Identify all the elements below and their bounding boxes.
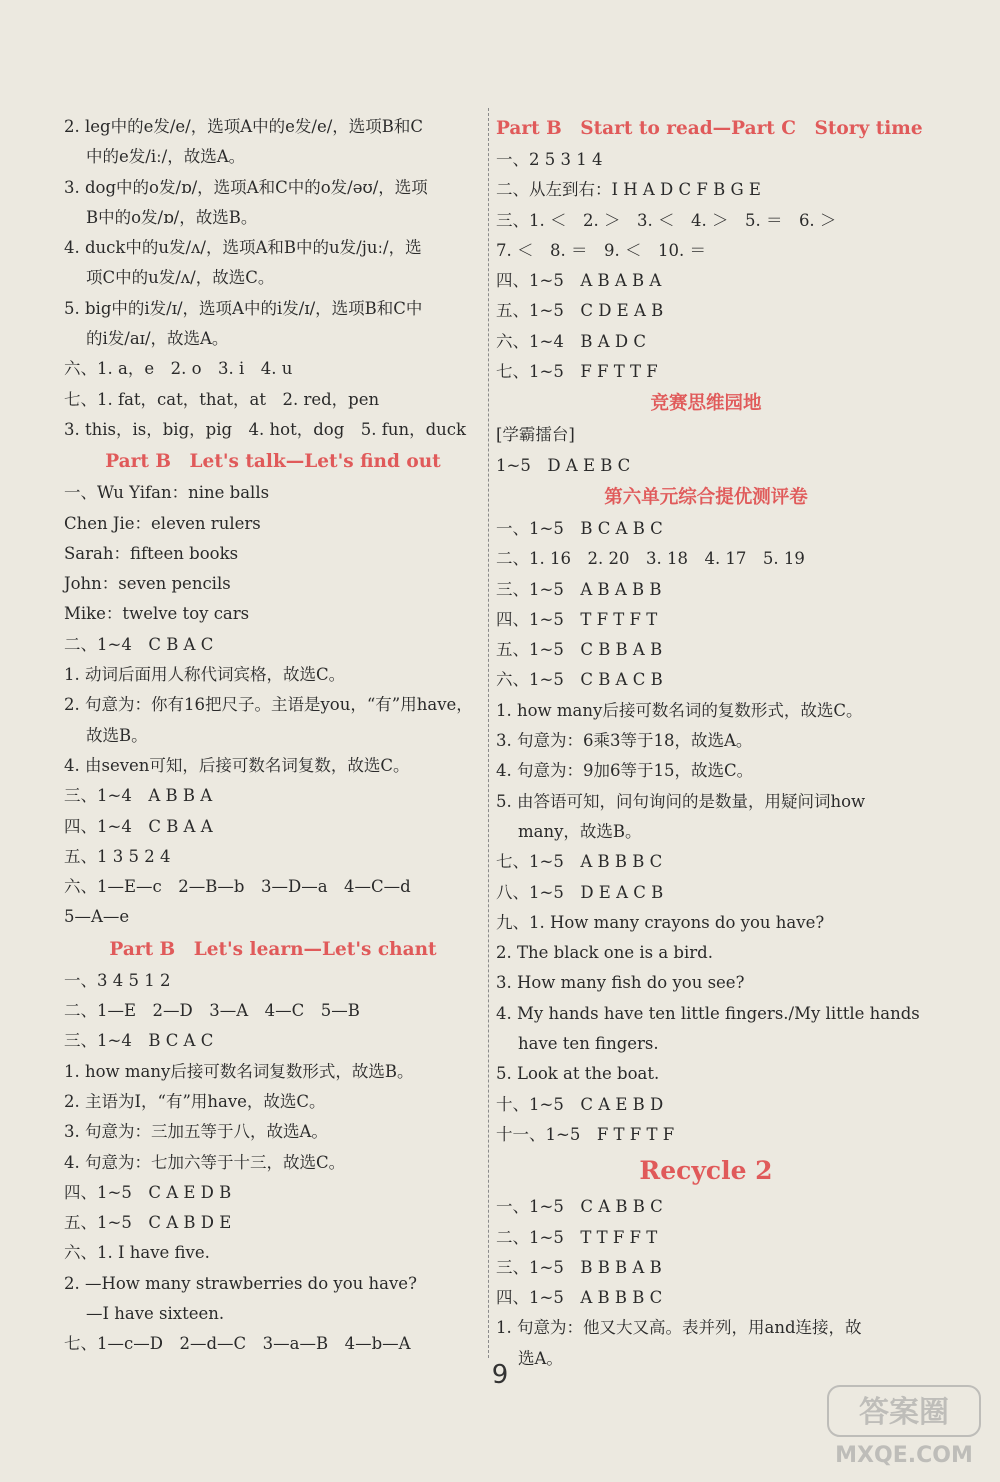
- answer-line: —I have sixteen.: [86, 1303, 225, 1323]
- answer-line: 4. 句意为：9加6等于15，故选C。: [496, 761, 754, 781]
- answer-line: 1. how many后接可数名词的复数形式，故选C。: [496, 700, 863, 720]
- answer-line: 中的e发/iː/，故选A。: [86, 147, 246, 167]
- answer-line: 的i发/aɪ/，故选A。: [86, 329, 229, 349]
- answer-line: 1. how many后接可数名词复数形式，故选B。: [64, 1061, 414, 1081]
- answer-line: Sarah：fifteen books: [64, 543, 239, 563]
- answer-line: have ten fingers.: [518, 1034, 659, 1054]
- answer-line: 2. 主语为I，“有”用have，故选C。: [64, 1091, 326, 1111]
- answer-line: 5. Look at the boat.: [496, 1064, 660, 1084]
- column-divider: [488, 108, 489, 1358]
- answer-line: 六、1~5 C B A C B: [496, 670, 663, 690]
- answer-line: 二、从左到右：I H A D C F B G E: [496, 180, 761, 200]
- answer-line: 四、1~5 A B A B A: [496, 271, 662, 291]
- answer-line: 七、1. fat，cat，that，at 2. red，pen: [64, 389, 380, 409]
- right-column: [496, 112, 923, 1374]
- answer-line: 七、1~5 F F T T F: [496, 362, 658, 382]
- answer-line: 1. 动词后面用人称代词宾格，故选C。: [64, 665, 346, 685]
- answer-line: 四、1~5 A B B B C: [496, 1288, 663, 1308]
- answer-line: 一、2 5 3 1 4: [496, 150, 603, 169]
- answer-line: 九、1. How many crayons do you have?: [496, 912, 825, 932]
- answer-line: 1. 句意为：他又大又高。表并列，用and连接，故: [496, 1318, 862, 1338]
- answer-line: 四、1~5 C A E D B: [64, 1182, 232, 1202]
- answer-line: 2. 句意为：你有16把尺子。主语是you，“有”用have，: [64, 695, 473, 715]
- answer-line: 二、1. 16 2. 20 3. 18 4. 17 5. 19: [496, 549, 805, 569]
- answer-line: 一、3 4 5 1 2: [64, 970, 171, 990]
- answer-line: 5. 由答语可知，问句询问的是数量，用疑问词how: [496, 791, 866, 811]
- section-heading: 第六单元综合提优测评卷: [604, 486, 808, 508]
- answer-line: 选A。: [518, 1348, 563, 1368]
- answer-line: 3. this，is，big，pig 4. hot，dog 5. fun，duck: [64, 419, 467, 439]
- answer-line: many，故选B。: [518, 821, 642, 841]
- section-heading: Part B Start to read—Part C Story time: [496, 118, 923, 139]
- answer-line: 一、1~5 B C A B C: [496, 518, 663, 538]
- answer-line: 2. —How many strawberries do you have?: [64, 1273, 417, 1293]
- answer-line: 五、1~5 C B B A B: [496, 640, 663, 660]
- answer-line: 六、1. a，e 2. o 3. i 4. u: [64, 359, 293, 379]
- answer-line: 二、1~5 T T F F T: [496, 1227, 658, 1247]
- answer-line: 三、1. ＜ 2. ＞ 3. ＜ 4. ＞ 5. ＝ 6. ＞: [496, 210, 837, 230]
- answer-line: 一、Wu Yifan：nine balls: [64, 483, 270, 503]
- answer-line: 三、1~5 A B A B B: [496, 579, 662, 599]
- answer-line: 七、1—c—D 2—d—C 3—a—B 4—b—A: [64, 1334, 411, 1354]
- answer-line: 六、1~4 B A D C: [496, 331, 646, 351]
- answer-line: 3. dog中的o发/ɒ/，选项A和C中的o发/əʊ/，选项: [64, 177, 428, 197]
- answer-line: 十、1~5 C A E B D: [496, 1094, 664, 1114]
- answer-line: 3. 句意为：三加五等于八，故选A。: [64, 1122, 328, 1142]
- answer-line: 二、1—E 2—D 3—A 4—C 5—B: [64, 1001, 360, 1021]
- answer-line: 5. big中的i发/ɪ/，选项A中的i发/ɪ/，选项B和C中: [64, 298, 423, 318]
- watermark-url: MXQE.COM: [835, 1443, 973, 1468]
- left-column: [64, 112, 482, 1360]
- answer-line: 2. leg中的e发/e/，选项A中的e发/e/，选项B和C: [64, 117, 424, 136]
- watermark-logo-text: 答案圈: [859, 1395, 949, 1430]
- answer-line: 五、1 3 5 2 4: [64, 846, 171, 866]
- answer-line: 5—A—e: [64, 907, 130, 927]
- answer-line: Mike：twelve toy cars: [64, 604, 250, 624]
- answer-line: 八、1~5 D E A C B: [496, 882, 664, 902]
- watermark-logo: [824, 1380, 984, 1470]
- answer-line: 4. duck中的u发/ʌ/，选项A和B中的u发/juː/，选: [64, 238, 422, 258]
- answer-line: Chen Jie：eleven rulers: [64, 513, 261, 533]
- answer-line: 六、1. I have five.: [64, 1243, 210, 1263]
- answer-line: 五、1~5 C D E A B: [496, 301, 664, 321]
- answer-line: [学霸擂台]: [496, 425, 575, 445]
- answer-line: 4. 由seven可知，后接可数名词复数，故选C。: [64, 755, 410, 775]
- answer-line: 3. How many fish do you see?: [496, 973, 745, 993]
- answer-line: 四、1~5 T F T F T: [496, 609, 658, 629]
- section-heading: Part B Let's learn—Let's chant: [109, 938, 437, 960]
- answer-line: B中的o发/ɒ/，故选B。: [86, 207, 258, 227]
- answer-line: 1~5 D A E B C: [496, 455, 631, 475]
- answer-line: 2. The black one is a bird.: [496, 943, 713, 963]
- answer-line: 4. 句意为：七加六等于十三，故选C。: [64, 1152, 346, 1172]
- answer-line: 五、1~5 C A B D E: [64, 1213, 232, 1233]
- answer-line: 故选B。: [86, 725, 148, 745]
- answer-line: 十一、1~5 F T F T F: [496, 1124, 675, 1144]
- answer-line: 三、1~4 A B B A: [64, 786, 213, 806]
- answer-line: 七、1~5 A B B B C: [496, 852, 663, 872]
- answer-line: 六、1—E—c 2—B—b 3—D—a 4—C—d: [64, 877, 411, 897]
- section-heading-large: Recycle 2: [639, 1156, 773, 1186]
- answer-line: 一、1~5 C A B B C: [496, 1197, 663, 1217]
- answer-line: 7. ＜ 8. ＝ 9. ＜ 10. ＝: [496, 240, 706, 260]
- answer-line: 三、1~5 B B B A B: [496, 1257, 662, 1277]
- page-number: 9: [491, 1360, 509, 1390]
- section-heading: 竞赛思维园地: [650, 393, 762, 415]
- section-heading: Part B Let's talk—Let's find out: [105, 451, 441, 473]
- answer-line: 3. 句意为：6乘3等于18，故选A。: [496, 731, 753, 751]
- answer-line: John：seven pencils: [64, 574, 231, 594]
- answer-line: 4. My hands have ten little fingers./My little hands: [496, 1003, 920, 1023]
- answer-line: 三、1~4 B C A C: [64, 1031, 214, 1051]
- answer-line: 项C中的u发/ʌ/，故选C。: [86, 268, 275, 288]
- answer-line: 二、1~4 C B A C: [64, 634, 214, 654]
- answer-line: 四、1~4 C B A A: [64, 816, 213, 836]
